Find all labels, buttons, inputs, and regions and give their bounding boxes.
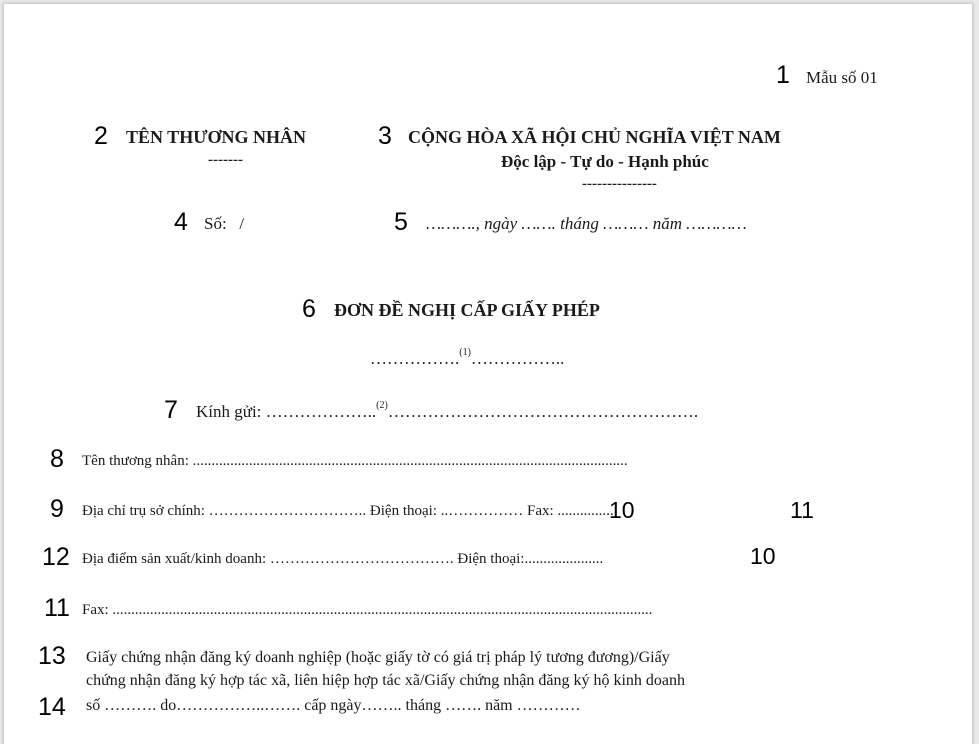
annotation-3: 3 [378,122,392,150]
annotation-12: 12 [42,543,70,571]
certificate-line-3: số ………. do……………..……. cấp ngày…….. tháng ……. năm ………… [86,697,581,714]
motto-rule: --------------- [582,176,657,192]
annotation-10-phone: 10 [609,497,635,523]
motto: Độc lập - Tự do - Hạnh phúc [501,152,709,171]
annotation-11-fax: 11 [790,497,814,523]
merchant-rule: ------- [208,152,243,168]
hq-address-field [82,501,614,521]
republic-header: CỘNG HÒA XÃ HỘI CHỦ NGHĨA VIỆT NAM [408,127,781,147]
form-label: Mẫu số 01 [806,68,878,87]
annotation-2: 2 [94,122,108,150]
annotation-6: 6 [302,295,316,323]
date-line: ………., ngày ……. tháng ……… năm ………… [426,214,747,233]
recipient-dots: ………………………………………………. [387,402,699,421]
subtitle-left: ……………. [370,349,460,368]
annotation-9: 9 [50,495,64,523]
merchant-header: TÊN THƯƠNG NHÂN [126,127,307,147]
annotation-14: 14 [38,693,66,721]
annotation-8: 8 [50,445,64,473]
production-phone-dots: .................. [535,551,604,567]
footnote-1: (1) [459,347,471,359]
recipient-line [196,402,698,422]
annotation-13: 13 [38,642,66,670]
merchant-name-field: Tên thương nhân: .................................................................................................................... [82,453,628,469]
production-site-field [82,549,603,569]
certificate-line-2: chứng nhận đăng ký hợp tác xã, liên hiệp hợp tác xã/Giấy chứng nhận đăng ký hộ kinh doanh [86,672,686,689]
subtitle-right: …………….. [470,349,565,368]
annotation-5: 5 [394,208,408,236]
document-number: Số: / [204,214,245,233]
annotation-7: 7 [164,396,178,424]
form-title: ĐƠN ĐỀ NGHỊ CẤP GIẤY PHÉP [334,300,600,320]
certificate-line-1: Giấy chứng nhận đăng ký doanh nghiệp (hoặc giấy tờ có giá trị pháp lý tương đương)/Giấy [86,649,670,666]
document-page [4,4,972,744]
annotation-10-production-phone: 10 [750,543,776,569]
recipient-label: Kính gửi: ……………….. [196,402,377,421]
hq-address-label: Địa chỉ trụ sở chính: ………………………….. Điện thoại: .. [82,503,449,519]
production-site-label: Địa điểm sản xuất/kinh doanh: ………………………………. Điện thoại:... [82,551,536,567]
annotation-4: 4 [174,208,188,236]
hq-fax-dots: ............ [568,503,614,519]
fax-field: Fax: ................................................................................................................................................ [82,602,653,618]
form-subtitle [370,349,564,369]
annotation-11: 11 [44,594,70,622]
annotation-1: 1 [776,61,790,89]
hq-phone-dots: …………… Fax: ... [448,503,569,519]
footnote-2: (2) [376,400,388,412]
